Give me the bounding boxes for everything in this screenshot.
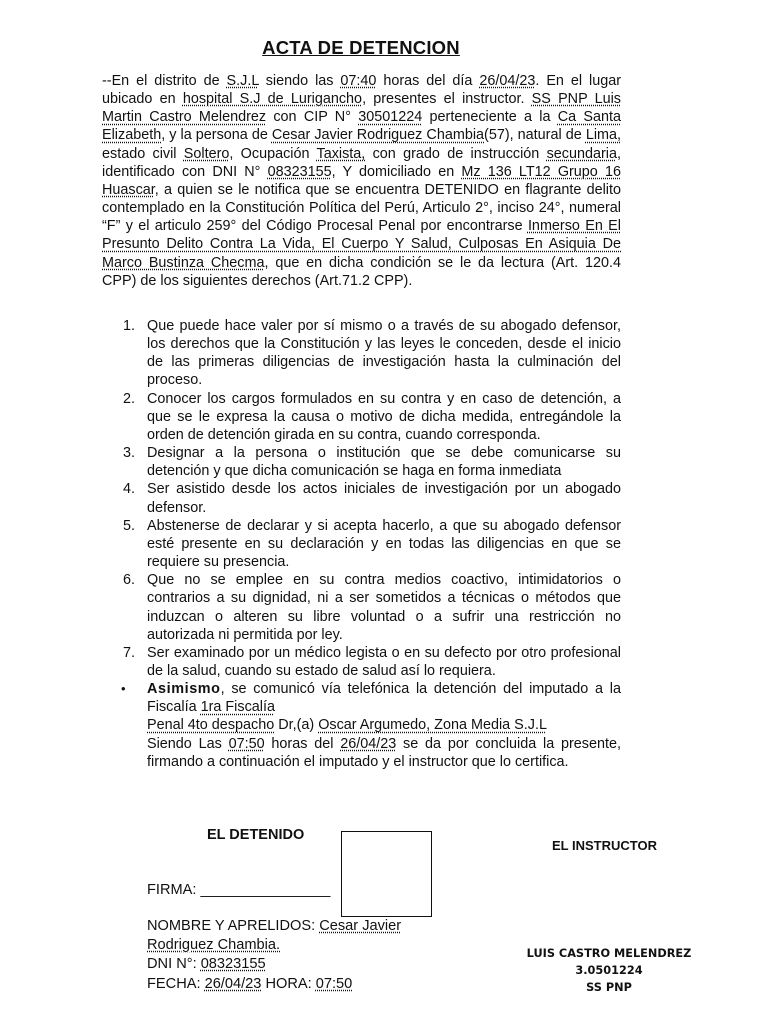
asimismo-text-2: Dr,(a): [274, 717, 319, 734]
intro-text: , y la persona de: [161, 127, 272, 144]
intro-field-value: S.J.L: [226, 73, 259, 89]
stamp-cip: 3.0501224: [575, 964, 643, 977]
asimismo-text-4: horas del: [264, 735, 341, 752]
intro-text: con CIP N°: [266, 109, 359, 126]
intro-field-value: Mz 136 LT12 Grupo 16 Huascar: [102, 163, 621, 198]
fiscalia-value: 1ra Fiscalía: [200, 699, 275, 716]
right-item: [102, 571, 621, 644]
document-title: ACTA DE DETENCION: [262, 37, 460, 58]
right-text: Conocer los cargos formulados en su contra y en caso de detención, a que se le expresa la causa o motivo de dicha medida, entregándole la orden de detención girada en su contra, cuando corresponda.: [147, 390, 621, 443]
intro-field-value: Taxista,: [316, 145, 366, 162]
asimismo-item: [102, 680, 621, 771]
intro-text: , presentes el instructor.: [362, 91, 532, 108]
intro-text: , que en dicha condición se le da lectura (Art. 120.4 CPP) de los siguientes derechos (Art.71.2 CPP).: [102, 254, 621, 289]
right-item: [102, 390, 621, 444]
right-item: [102, 480, 621, 516]
bullet-icon: •: [121, 681, 126, 697]
firma-line: [147, 881, 330, 899]
instructor-heading: EL INSTRUCTOR: [552, 838, 657, 853]
asimismo-text-1: , se comunicó vía telefónica la detención del imputado a la Fiscalía: [147, 681, 621, 716]
right-number: 4.: [123, 481, 136, 498]
firma-label: FIRMA:: [147, 882, 201, 898]
intro-field-value: Ca Santa Elizabeth: [102, 109, 621, 144]
intro-text: , Ocupación: [229, 145, 317, 162]
fecha-line: [147, 975, 352, 993]
intro-text: siendo las: [258, 73, 341, 89]
right-text: Ser examinado por un médico legista o en su defecto por otro profesional de la salud, cuando su estado de salud así lo requiera.: [147, 644, 621, 679]
right-text: Abstenerse de declarar y si acepta hacerlo, a que su abogado defensor esté presente en su declaración y en todas las diligencias en que se requiere su presencia.: [147, 517, 621, 571]
rights-list: [102, 317, 621, 771]
right-number: 6.: [123, 572, 136, 589]
conclusion-date: 26/04/23: [340, 735, 397, 752]
fecha-value: 26/04/23: [204, 976, 262, 992]
hora-value: 07:50: [315, 976, 353, 992]
intro-field-value: SS PNP Luis Martin Castro Melendrez: [102, 91, 622, 126]
intro-text: . En el lugar ubicado en: [102, 73, 622, 108]
right-item: [102, 517, 621, 571]
intro-field-value: Inmerso En El Presunto Delito Contra La Vida, El Cuerpo Y Salud, Culposas En Asiquia De Marco Bustinza Checma: [102, 218, 621, 271]
right-text: Designar a la persona o institución que se debe comunicarse su detención y que dicha comunicación se haga en forma inmediata: [147, 445, 621, 480]
intro-paragraph: [102, 72, 621, 290]
stamp-rank: SS PNP: [586, 981, 632, 994]
intro-text: con grado de instrucción: [365, 145, 547, 162]
right-item: [102, 444, 621, 480]
right-text: Ser asistido desde los actos iniciales de investigación por un abogado defensor.: [147, 481, 621, 516]
right-item: [102, 317, 621, 390]
dni-line: [147, 955, 266, 973]
right-text: Que puede hace valer por sí mismo o a través de su abogado defensor, los derechos que la Constitución y las leyes le conceden, desde el inicio de las primeras diligencias de investigación hasta la culminación del proceso.: [147, 318, 621, 389]
despacho-value: Penal 4to despacho: [147, 717, 275, 734]
detenido-heading: EL DETENIDO: [207, 827, 305, 843]
stamp-name: LUIS CASTRO MELENDREZ: [526, 947, 692, 960]
right-number: 3.: [123, 445, 136, 462]
nombre-value-2: Rodriguez Chambia.: [147, 937, 281, 953]
hora-label: HORA:: [261, 976, 316, 992]
intro-field-value: Cesar Javier Rodriguez Chambia: [271, 127, 485, 144]
fecha-label: FECHA:: [147, 976, 205, 992]
right-text: Que no se emplee en su contra medios coactivo, intimidatorios o contrarios a su dignidad, ni a ser sometidos a técnicas o métodos que induzcan o alteren su libre voluntad o a sufrir una restricción no autorizada ni permitida por ley.: [147, 572, 621, 643]
intro-field-value: 30501224: [358, 109, 423, 126]
intro-text: --En el distrito de: [102, 73, 227, 89]
intro-text: horas del día: [376, 73, 480, 89]
intro-field-value: secundaria: [546, 145, 617, 162]
nombre-value-1: Cesar Javier: [319, 918, 402, 934]
intro-field-value: hospital S.J de Lurigancho: [182, 91, 363, 108]
dni-label: DNI N°:: [147, 956, 201, 972]
intro-text: , a quien se le notifica que se encuentra DETENIDO en flagrante delito contemplado en la Constitución Política del Perú, Articulo 2°, inciso 24°, numeral “F” y el articulo 259° del Código Procesal Penal por encontrarse: [102, 181, 621, 235]
asimismo-label: Asimismo: [147, 681, 221, 698]
intro-text: estado civil: [102, 145, 184, 162]
intro-text: (57), natural de: [484, 127, 586, 144]
intro-text: perteneciente a la: [422, 109, 558, 126]
intro-field-value: 26/04/23: [479, 73, 536, 89]
right-number: 2.: [123, 390, 136, 407]
intro-text: , identificado con DNI N°: [102, 145, 621, 180]
nombre-line: [147, 917, 401, 955]
right-number: 5.: [123, 517, 136, 534]
intro-field-value: Soltero: [183, 145, 230, 162]
firma-blank: ________________: [200, 882, 331, 898]
fingerprint-box: [341, 831, 432, 917]
intro-field-value: 07:40: [340, 73, 377, 89]
nombre-label: NOMBRE Y APRELIDOS:: [147, 918, 320, 934]
fiscal-name: Oscar Argumedo, Zona Media S.J.L: [318, 717, 547, 734]
intro-field-value: 08323155: [267, 163, 332, 180]
instructor-stamp: [520, 945, 698, 996]
right-number: 7.: [123, 644, 136, 661]
dni-value: 08323155: [200, 956, 266, 972]
right-item: [102, 644, 621, 680]
intro-text: , Y domiciliado en: [331, 163, 462, 180]
asimismo-text-5: se da por concluida la presente, firmando a continuación el imputado y el instructor que lo certifica.: [147, 735, 622, 770]
asimismo-text-3: Siendo Las: [147, 735, 229, 752]
conclusion-hour: 07:50: [228, 735, 265, 752]
right-number: 1.: [123, 318, 136, 334]
intro-field-value: Lima,: [585, 127, 622, 144]
